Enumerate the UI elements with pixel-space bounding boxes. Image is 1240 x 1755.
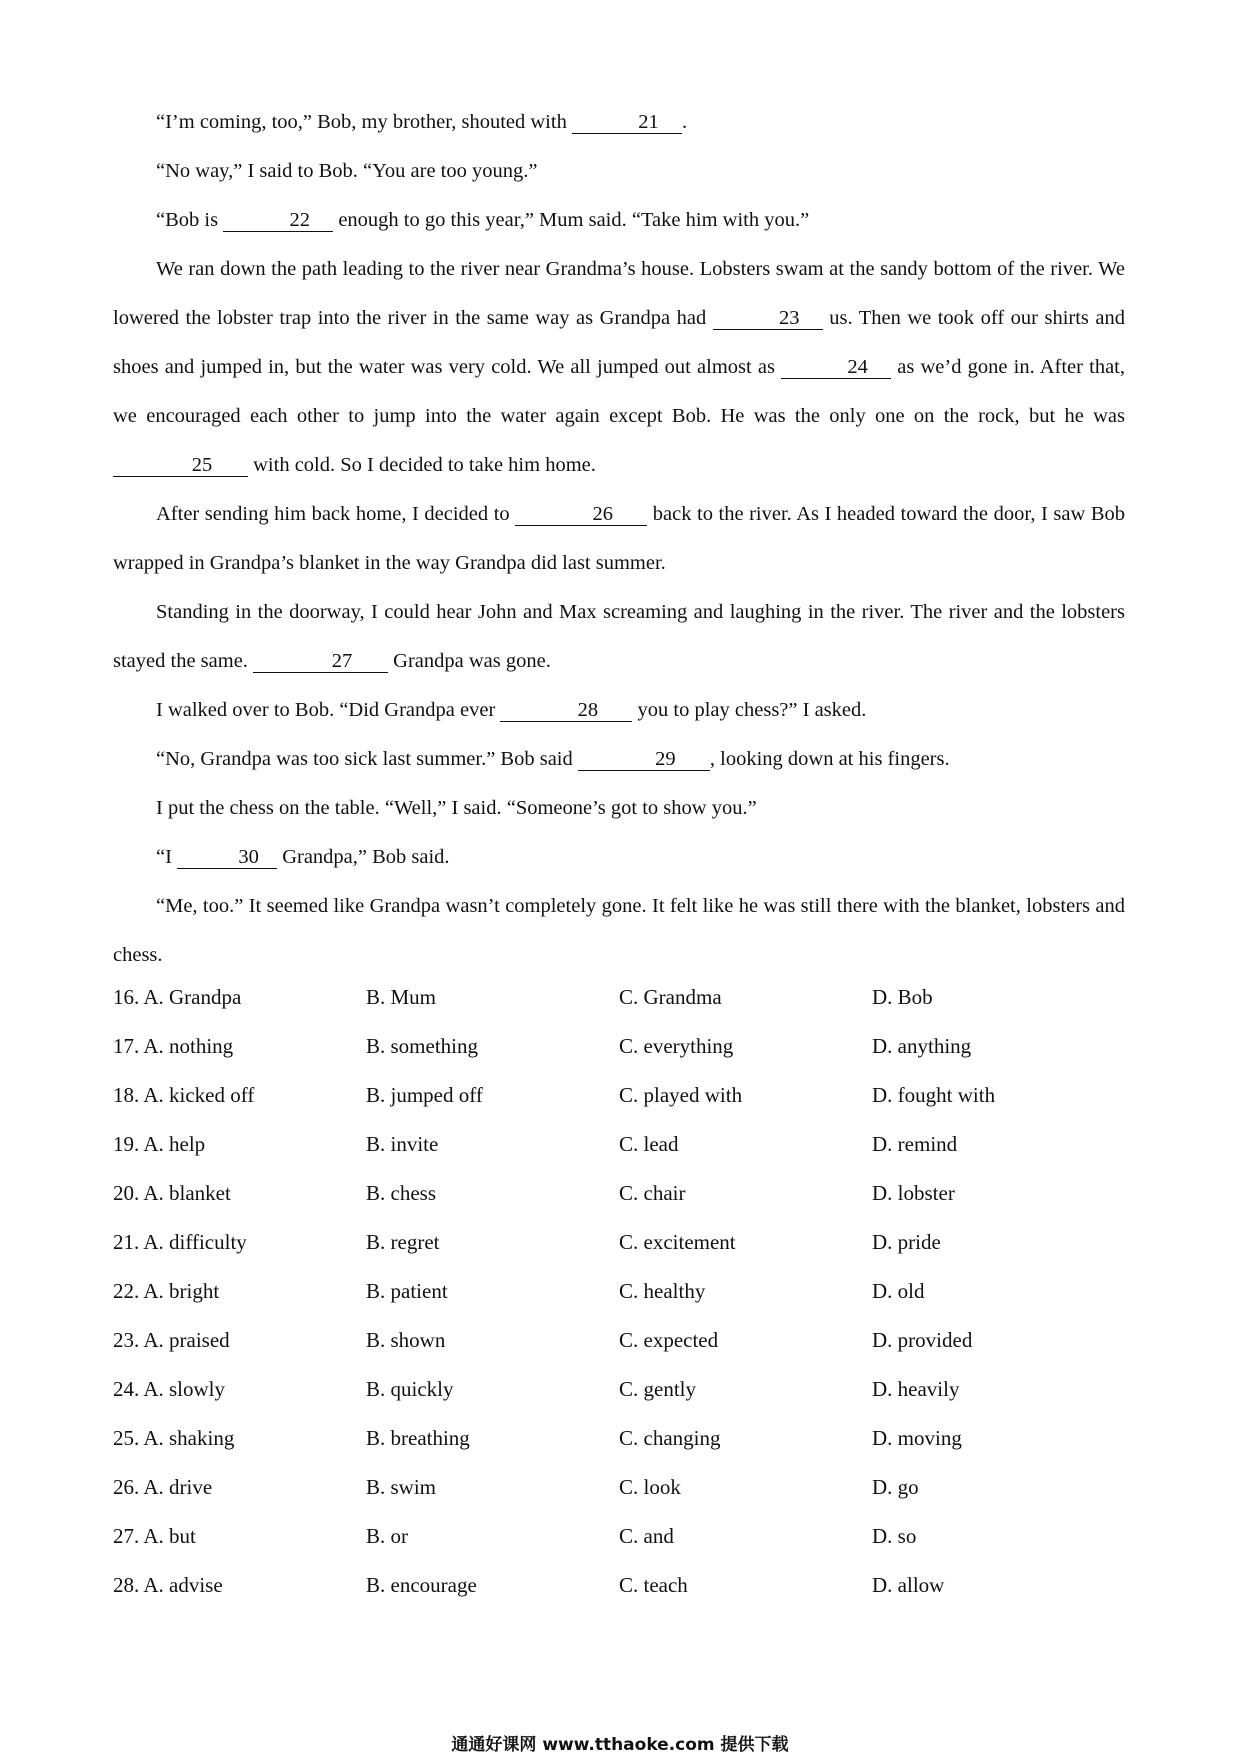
- blank-28: 28: [500, 699, 632, 722]
- blank-29: 29: [578, 748, 710, 771]
- option-c: C. and: [619, 1524, 674, 1548]
- page-footer: 通通好课网 www.tthaoke.com 提供下载: [451, 1735, 789, 1755]
- paragraph-5: [113, 490, 1125, 588]
- paragraph-7: [113, 686, 1125, 735]
- option-row-23: [113, 1316, 1125, 1365]
- option-row-20: [113, 1169, 1125, 1218]
- text: us. Then we took off our shirts and shoes and jumped in, but the water was very cold. We all jumped out almost as: [113, 307, 1125, 378]
- answer-options: [113, 973, 1125, 1610]
- paragraph-6: [113, 588, 1125, 686]
- option-b: B. Mum: [366, 985, 437, 1009]
- option-d: D. fought with: [872, 1083, 996, 1107]
- option-d: D. provided: [872, 1328, 973, 1352]
- option-d: D. remind: [872, 1132, 958, 1156]
- option-d: D. anything: [872, 1034, 972, 1058]
- paragraph-10: [113, 833, 1125, 882]
- option-d: D. pride: [872, 1230, 941, 1254]
- option-d: D. Bob: [872, 985, 933, 1009]
- blank-21: 21: [572, 111, 682, 134]
- text: you to play chess?” I asked.: [632, 699, 867, 721]
- option-b: B. chess: [366, 1181, 436, 1205]
- paragraph-3: [113, 196, 1125, 245]
- paragraph-4: [113, 245, 1125, 490]
- option-row-27: [113, 1512, 1125, 1561]
- option-d: D. heavily: [872, 1377, 960, 1401]
- text: Standing in the doorway, I could hear John and Max screaming and laughing in the river. The river and the lobsters stayed the same.: [113, 601, 1125, 672]
- option-b: B. or: [366, 1524, 408, 1548]
- option-row-26: [113, 1463, 1125, 1512]
- paragraph-11: [113, 882, 1125, 980]
- option-a: 18. A. kicked off: [113, 1083, 255, 1107]
- text: back to the river. As I headed toward the door, I saw Bob wrapped in Grandpa’s blanket in the way Grandpa did last summer.: [113, 503, 1125, 574]
- option-b: B. breathing: [366, 1426, 470, 1450]
- option-b: B. regret: [366, 1230, 440, 1254]
- option-c: C. changing: [619, 1426, 721, 1450]
- option-row-22: [113, 1267, 1125, 1316]
- text: enough to go this year,” Mum said. “Take him with you.”: [333, 209, 810, 231]
- option-c: C. healthy: [619, 1279, 706, 1303]
- text: I put the chess on the table. “Well,” I said. “Someone’s got to show you.”: [156, 797, 757, 819]
- blank-22: 22: [223, 209, 333, 232]
- option-b: B. shown: [366, 1328, 446, 1352]
- option-b: B. quickly: [366, 1377, 454, 1401]
- option-row-19: [113, 1120, 1125, 1169]
- option-c: C. chair: [619, 1181, 686, 1205]
- text: “No way,” I said to Bob. “You are too young.”: [156, 160, 538, 182]
- option-row-17: [113, 1022, 1125, 1071]
- blank-23: 23: [713, 307, 823, 330]
- blank-25: 25: [113, 454, 248, 477]
- option-d: D. moving: [872, 1426, 962, 1450]
- option-c: C. Grandma: [619, 985, 722, 1009]
- blank-26: 26: [515, 503, 647, 526]
- text: Grandpa was gone.: [388, 650, 551, 672]
- blank-24: 24: [781, 356, 891, 379]
- paragraph-9: [113, 784, 1125, 833]
- text: with cold. So I decided to take him home.: [248, 454, 596, 476]
- option-d: D. lobster: [872, 1181, 955, 1205]
- option-a: 28. A. advise: [113, 1573, 223, 1597]
- option-row-21: [113, 1218, 1125, 1267]
- paragraph-8: [113, 735, 1125, 784]
- option-d: D. so: [872, 1524, 917, 1548]
- option-b: B. something: [366, 1034, 479, 1058]
- text: “Me, too.” It seemed like Grandpa wasn’t completely gone. It felt like he was still there with the blanket, lobsters and chess.: [113, 895, 1125, 966]
- option-c: C. gently: [619, 1377, 696, 1401]
- option-a: 17. A. nothing: [113, 1034, 234, 1058]
- text: We ran down the path leading to the river near Grandma’s house. Lobsters swam at the sandy bottom of the river. We lowered the lobster trap into the river in the same way as Grandpa had: [113, 258, 1125, 329]
- option-b: B. encourage: [366, 1573, 477, 1597]
- option-a: 23. A. praised: [113, 1328, 230, 1352]
- option-a: 20. A. blanket: [113, 1181, 231, 1205]
- option-row-25: [113, 1414, 1125, 1463]
- option-c: C. excitement: [619, 1230, 736, 1254]
- text: Grandpa,” Bob said.: [277, 846, 450, 868]
- text: After sending him back home, I decided to: [156, 503, 516, 525]
- option-c: C. lead: [619, 1132, 679, 1156]
- option-a: 26. A. drive: [113, 1475, 213, 1499]
- text: “I: [156, 846, 178, 868]
- paragraph-1: [113, 98, 1125, 147]
- option-a: 21. A. difficulty: [113, 1230, 247, 1254]
- passage: [113, 98, 1125, 980]
- option-a: 19. A. help: [113, 1132, 206, 1156]
- option-c: C. expected: [619, 1328, 719, 1352]
- option-d: D. old: [872, 1279, 925, 1303]
- paragraph-2: [113, 147, 1125, 196]
- option-row-16: [113, 973, 1125, 1022]
- option-c: C. teach: [619, 1573, 688, 1597]
- blank-30: 30: [177, 846, 277, 869]
- option-c: C. played with: [619, 1083, 743, 1107]
- text: “Bob is: [156, 209, 224, 231]
- option-a: 25. A. shaking: [113, 1426, 235, 1450]
- text: as we’d gone in. After that, we encouraged each other to jump into the water again except Bob. He was the only one on the rock, but he was: [113, 356, 1126, 427]
- blank-27: 27: [253, 650, 388, 673]
- text: “No, Grandpa was too sick last summer.” Bob said: [156, 748, 578, 770]
- option-b: B. invite: [366, 1132, 439, 1156]
- text: I walked over to Bob. “Did Grandpa ever: [156, 699, 501, 721]
- option-c: C. everything: [619, 1034, 734, 1058]
- option-b: B. swim: [366, 1475, 437, 1499]
- option-row-18: [113, 1071, 1125, 1120]
- option-a: 16. A. Grandpa: [113, 985, 242, 1009]
- option-c: C. look: [619, 1475, 681, 1499]
- option-d: D. go: [872, 1475, 919, 1499]
- option-b: B. jumped off: [366, 1083, 483, 1107]
- text: , looking down at his fingers.: [709, 748, 950, 770]
- text: .: [681, 111, 688, 133]
- option-b: B. patient: [366, 1279, 448, 1303]
- option-row-28: [113, 1561, 1125, 1610]
- option-row-24: [113, 1365, 1125, 1414]
- option-a: 24. A. slowly: [113, 1377, 226, 1401]
- option-a: 27. A. but: [113, 1524, 196, 1548]
- text: “I’m coming, too,” Bob, my brother, shouted with: [156, 111, 572, 133]
- option-d: D. allow: [872, 1573, 945, 1597]
- option-a: 22. A. bright: [113, 1279, 220, 1303]
